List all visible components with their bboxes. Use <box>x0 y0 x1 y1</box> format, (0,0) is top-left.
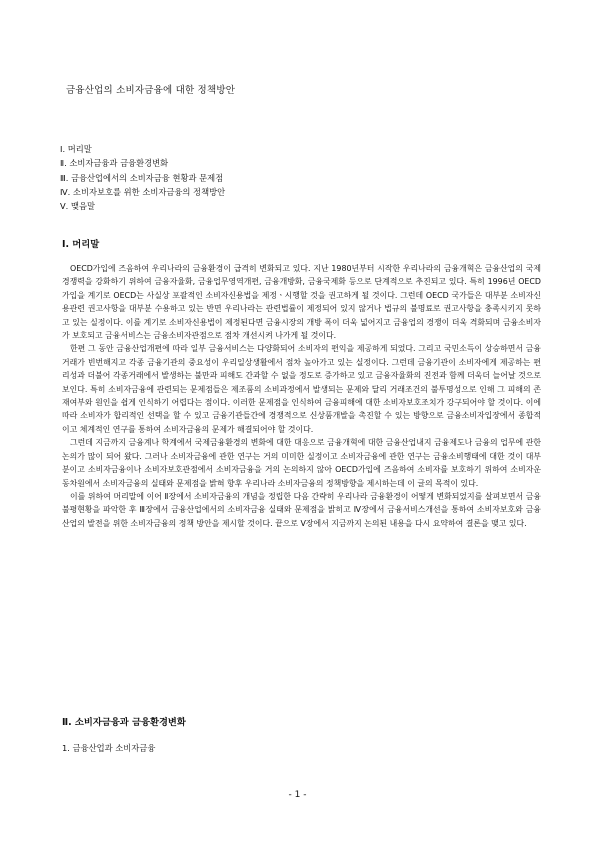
section-body-introduction <box>62 262 541 530</box>
paragraph: OECD가입에 즈음하여 우리나라의 금융환경이 급격히 변화되고 있다. 지난 1980년부터 시작한 우리나라의 금융개혁은 금융산업의 국제경쟁력을 강화하기 위하여 금융자율화, 금융업무영역개편, 금융개방화, 금융국제화 등으로 단계적으로 추진되고 있다. 특히 1996년 OECD가입을 계기로 OECD는 사실상 포괄적인 소비자신용법을 제정ㆍ시행할 것을 권고하게 될 것이다. 그런데 OECD 국가들은 대부분 소비자신용관련 권고사항을 대부분 수용하고 있는 반면 우리나라는 관련법률이 제정되어 있지 않거나 법규의 불명료로 권고사항을 충족시키지 못하고 있는 실정이다. 이를 계기로 소비자신용법이 제정된다면 금융시장의 개방 폭이 더욱 넓어지고 금융업의 경쟁이 더욱 격화되며 금융소비자가 보호되고 금융서비스는 금융소비자관점으로 점차 개선시켜 나가게 될 것이다. <box>62 264 541 341</box>
document-title: 금융산업의 소비자금융에 대한 정책방안 <box>66 85 236 96</box>
paragraph: 한편 그 동안 금융산업개편에 따라 일부 금융서비스는 다양화되어 소비자의 편익을 제공하게 되었다. 그리고 국민소득이 상승하면서 금융거래가 빈번해지고 각종 금융기관의 중요성이 우리일상생활에서 점차 높아가고 있는 실정이다. 그런데 금융기관이 소비자에게 제공하는 편리성과 더불어 각종거래에서 발생하는 불만과 피해도 간과할 수 없을 정도로 증가하고 있고 금융자율화의 진전과 함께 더욱더 늘어날 것으로 보인다. 특히 소비자금융에 관련되는 문제점들은 제조품의 소비과정에서 발생되는 문제와 달리 거래조건의 불투명성으로 인해 그 피해의 존재여부와 원인을 쉽게 인식하기 어렵다는 점이다. 이러한 문제점을 인식하여 금융피해에 대한 소비자보호조치가 강구되어야 할 것이다. 이에 따라 소비자가 합리적인 선택을 할 수 있고 금융기관들간에 경쟁적으로 신상품개발을 촉진할 수 있는 방향으로 금융소비자입장에서 종합적이고 체계적인 연구를 통하여 소비자금융의 문제가 해결되어야 할 것이다. <box>62 344 541 434</box>
section-heading-consumer-finance: Ⅱ. 소비자금융과 금융환경변화 <box>62 717 186 728</box>
table-of-contents <box>60 142 225 213</box>
section-heading-introduction: Ⅰ. 머리말 <box>62 239 100 250</box>
subsection-heading: 1. 금융산업과 소비자금융 <box>62 743 156 753</box>
page-number: - 1 - <box>288 790 307 800</box>
paragraph: 그런데 지금까지 금융계나 학계에서 국제금융환경의 변화에 대한 대응으로 금융개혁에 대한 금융산업내지 금융제도나 금융의 업무에 관한 논의가 많이 되어 왔다. 그러나 소비자금융에 관한 연구는 거의 미미한 실정이고 소비자금융에 관한 연구는 금융소비행태에 대한 것이 대부분이고 소비자금융이나 소비자보호관점에서 소비자금융을 거의 논의하지 않아 OECD가입에 즈음하여 소비자를 보호하기 위하여 소비자운동차원에서 소비자금융의 실태와 문제점을 밝혀 향후 우리나라 소비자금융의 정책방향을 제시하는데 이 글의 목적이 있다. <box>62 438 541 488</box>
toc-item: Ⅱ. 소비자금융과 금융환경변화 <box>60 158 169 169</box>
toc-item: Ⅲ. 금융산업에서의 소비자금융 현황과 문제점 <box>60 172 224 183</box>
toc-item: Ⅴ. 맺음말 <box>60 201 95 212</box>
toc-item: Ⅰ. 머리말 <box>60 144 92 154</box>
paragraph: 이를 위하여 머리말에 이어 Ⅱ장에서 소비자금융의 개념을 정립한 다음 간략히 우리나라 금융환경이 어떻게 변화되었지를 살펴보면서 금융불평현황을 파악한 후 Ⅲ장에서 금융산업에서의 소비자금융 실태와 문제점을 밝히고 Ⅳ장에서 금융서비스개선을 통하여 소비자보호와 금융산업의 발전을 위한 소비자금융의 정책 방안을 제시할 것이다. 끝으로 Ⅴ장에서 지금까지 논의된 내용을 다시 요약하여 결론을 맺고 있다. <box>62 491 541 528</box>
toc-item: Ⅳ. 소비자보호를 위한 소비자금융의 정책방안 <box>60 186 226 197</box>
